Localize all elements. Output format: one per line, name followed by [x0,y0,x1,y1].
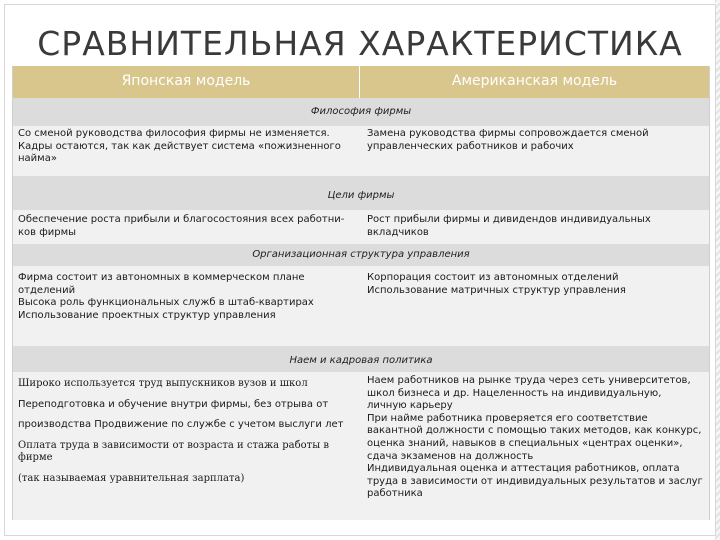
cell-text: Обеспечение роста прибыли и благосостояния всех работни-ков фирмы [18,214,345,238]
section-heading-structure: Организационная структура управления [13,244,709,266]
cell-japanese-goals [18,214,348,239]
cell-text: Со сменой руководства философия фирмы не изменяется. Кадры остаются, так как действует система «пожизненного найма» [18,128,341,165]
slide-title: СРАВНИТЕЛЬНАЯ ХАРАКТЕРИСТИКА [37,24,683,63]
section-heading-goals: Цели фирмы [13,176,709,210]
cell-american-philosophy [367,128,703,153]
table-row-philosophy [13,126,709,176]
table-row-hiring [13,372,709,520]
cell-text: производства Продвижение по службе с учетом выслуги лет [18,419,344,431]
cell-japanese-hiring [18,378,348,486]
cell-text: Рост прибыли фирмы и дивидендов индивидуальных вкладчиков [367,214,651,238]
cell-american-hiring [367,375,703,501]
cell-text: При найме работника проверяется его соответствие вакантной должности с помощью таких методов, как конкурс, оценка знаний, навыков в специальных «центрах оценки», сдача экзаменов на должность [367,412,702,462]
cell-text: Оплата труда в зависимости от возраста и стажа работы в фирме [18,439,329,464]
cell-text: Фирма состоит из автономных в коммерческом плане отделений [18,272,305,296]
cell-text: Наем работников на рынке труда через сеть университетов, школ бизнеса и др. Нацеленность на индивидуальную, личную карьеру [367,375,691,412]
cell-text: Индивидуальная оценка и аттестация работников, оплата труда в зависимости от индивидуальных результатов и заслуг работника [367,463,703,500]
cell-text: Замена руководства фирмы сопровождается сменой управленческих работников и рабочих [367,128,649,152]
cell-american-structure [367,272,703,297]
column-header-american: Американская модель [451,73,618,89]
table-row-goals [13,210,709,244]
cell-text: Широко используется труд выпускников вузов и школ [18,378,308,389]
cell-text: Переподготовка и обучение внутри фирмы, без отрыва от [18,398,329,410]
cell-japanese-structure [18,272,348,322]
cell-japanese-philosophy [18,128,348,166]
cell-text: Использование матричных структур управления [367,284,626,296]
cell-text: Корпорация состоит из автономных отделений [367,272,619,283]
comparison-table [12,66,710,520]
cell-american-goals [367,214,703,239]
column-header-japanese: Японская модель [13,66,360,98]
section-heading-hiring: Наем и кадровая политика [13,346,709,372]
table-header [13,66,709,98]
section-heading-philosophy: Философия фирмы [13,98,709,126]
cell-text: Использование проектных структур управления [18,309,276,321]
cell-text: Высока роль функциональных служб в штаб-квартирах [18,297,314,309]
cell-text: (так называемая уравнительная зарплата) [18,472,245,484]
table-row-structure [13,266,709,346]
